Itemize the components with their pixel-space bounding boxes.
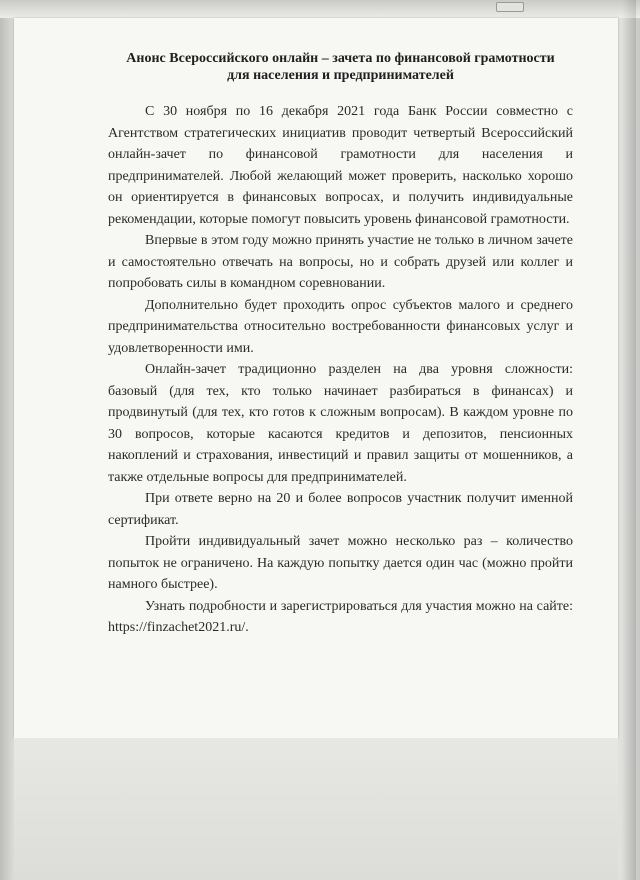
paragraph-registration xyxy=(108,596,573,639)
paper-blank-area xyxy=(14,738,618,880)
paragraph-intro: С 30 ноября по 16 декабря 2021 года Банк России совместно с Агентством стратегических инициатив проводит четвертый Всероссийский онлайн-зачет по финансовой грамотности для населения и предпринимателей. Любой желающий может проверить, насколько хорошо он ориентируется в финансовых вопросах, и получить индивидуальные рекомендации, которые помогут повысить уровень финансовой грамотности. xyxy=(108,104,573,227)
document-body xyxy=(108,50,573,639)
registration-text: Узнать подробности и зарегистрироваться для участия можно на сайте: xyxy=(145,598,573,614)
website-link[interactable]: https://finzachet2021.ru/. xyxy=(108,620,249,635)
paper-clip-mark xyxy=(496,2,524,12)
paragraph-survey: Дополнительно будет проходить опрос субъектов малого и среднего предпринимательства относительно востребованности финансовых услуг и удовлетворенности ими. xyxy=(108,297,573,356)
paragraph-team: Впервые в этом году можно принять участие не только в личном зачете и самостоятельно отвечать на вопросы, но и собрать друзей или коллег и попробовать силы в командном соревновании. xyxy=(108,233,573,291)
document-title: Анонс Всероссийского онлайн – зачета по финансовой грамотности для населения и предпринимателей xyxy=(126,51,555,83)
scan-edge-shadow xyxy=(622,0,636,880)
paragraph-levels: Онлайн-зачет традиционно разделен на два уровня сложности: базовый (для тех, кто только начинает разбираться в финансах) и продвинутый (для тех, кто готов к сложным вопросам). В каждом уровне по 30 вопросов, которые касаются кредитов и депозитов, пенсионных накоплений и страхования, инвестиций и правил защиты от мошенников, а также отдельные вопросы для предпринимателей. xyxy=(108,362,573,485)
paragraph-attempts: Пройти индивидуальный зачет можно несколько раз – количество попыток не ограничено. На каждую попытку дается один час (можно пройти намного быстрее). xyxy=(108,534,573,592)
scan-top-strip xyxy=(0,0,640,18)
paragraph-certificate: При ответе верно на 20 и более вопросов участник получит именной сертификат. xyxy=(108,491,573,528)
